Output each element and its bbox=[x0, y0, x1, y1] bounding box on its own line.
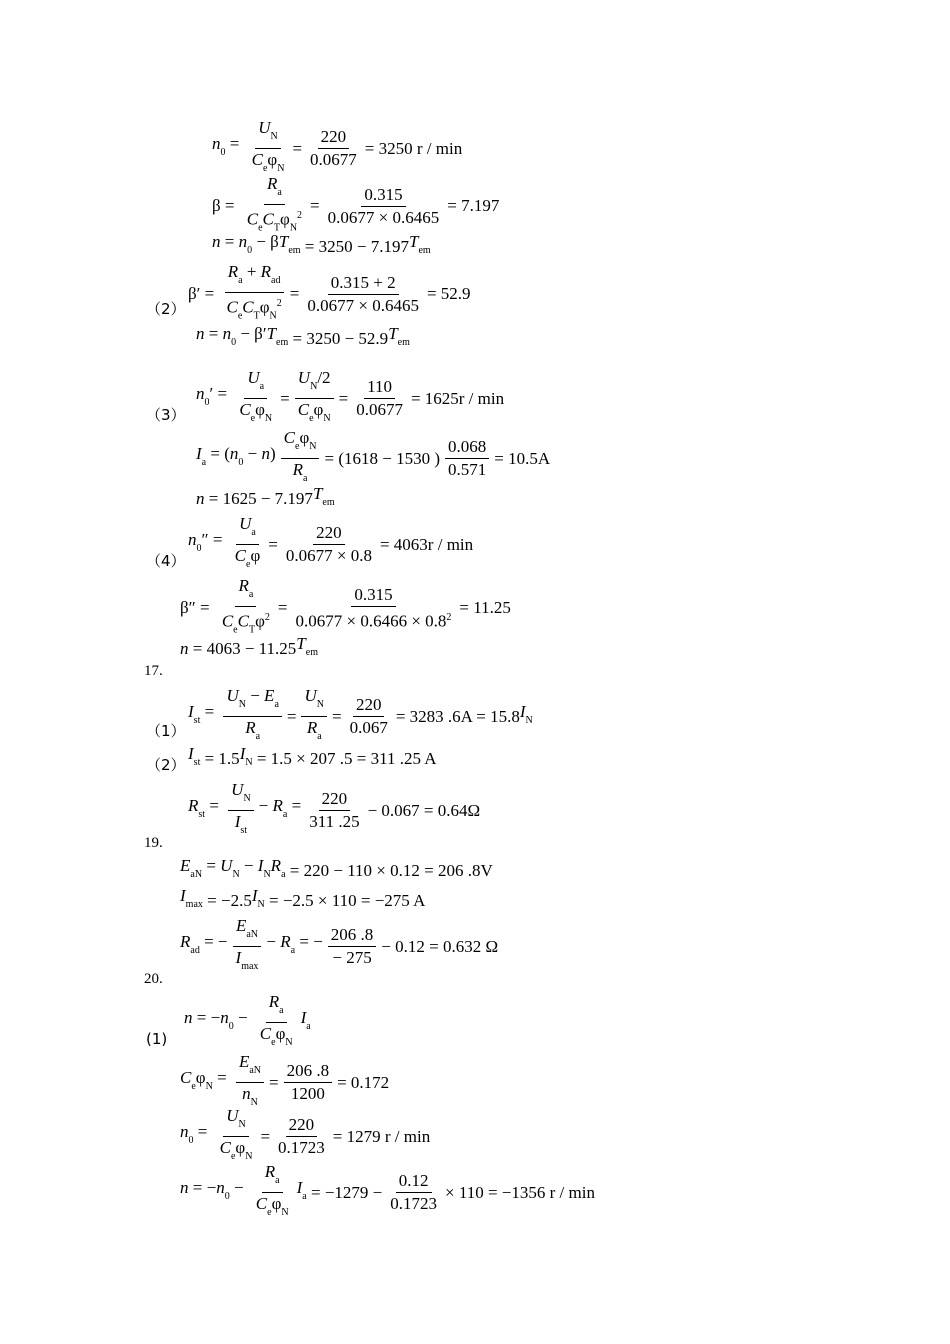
equation-ist2: $I_{st}$ = 1.5 $I_N$ = 1.5 × 207 .5 = 311 .25 A bbox=[188, 744, 437, 768]
problem-number-20: 20. bbox=[144, 971, 163, 987]
label-prob17-part2: （2） bbox=[146, 756, 186, 774]
problem-number-19: 19. bbox=[144, 835, 163, 851]
equation-n-line3: n = 1625 − 7.197 $T_{em}$ bbox=[196, 484, 335, 508]
equation-beta: β = $\frac{R_a}{C_eC_T\varphi_N^2}$ = $\frac{0.315}{0.0677 \times 0.6465}$ = 7.197 bbox=[212, 174, 500, 234]
label-part2: （2） bbox=[146, 300, 186, 318]
equation-n-line2: $n = n_0 - \beta'T_{em}$ = 3250 − 52.9 $T_{em}$ bbox=[196, 324, 410, 348]
label-part4: （4） bbox=[146, 552, 186, 570]
equation-n0-double-prime: $n_0''$ = $\frac{U_a}{C_e\varphi}$ = $\frac{220}{0.0677 \times 0.8}$ = 4063r / min bbox=[188, 514, 474, 570]
equation-ean: $E_{aN} = U_N - I_NR_a$ = 220 − 110 × 0.12 = 206 .8V bbox=[180, 856, 493, 880]
equation-beta-double-prime: β″ = $\frac{R_a}{C_eC_T\varphi^2}$ = $\frac{0.315}{0.0677 \times 0.6466 \times 0.8^2}$ = 11.25 bbox=[180, 576, 511, 636]
label-part3: （3） bbox=[146, 406, 186, 424]
equation-ist: $I_{st}$ = $\frac{U_N - E_a}{R_a}$ = $\frac{U_N}{R_a}$ = $\frac{220}{0.067}$ = 3283 .6A = 15.8 $I_N$ bbox=[188, 686, 533, 742]
equation-rad: $R_{ad}$ = − $\frac{E_{aN}}{I_{max}}$ − $R_a$ = − $\frac{206 .8}{- 275}$ − 0.12 = 0.632 Ω bbox=[180, 916, 499, 972]
equation-n-line1: $n = n_0 - \beta T_{em}$ = 3250 − 7.197 $T_{em}$ bbox=[212, 232, 431, 256]
equation-n0-20: $n_0$ = $\frac{U_N}{C_e\varphi_N}$ = $\frac{220}{0.1723}$ = 1279 r / min bbox=[180, 1106, 431, 1162]
equation-n-final: $n = -n_0$ − $\frac{R_a}{C_e\varphi_N}$ $I_a$ = −1279 − $\frac{0.12}{0.1723}$ × 110 = −1356 r / min bbox=[180, 1162, 595, 1218]
equation-n-line4: n = 4063 − 11.25 $T_{em}$ bbox=[180, 634, 318, 658]
equation-cephi: $C_e\varphi_N$ = $\frac{E_{aN}}{n_N}$ = $\frac{206 .8}{1200}$ = 0.172 bbox=[180, 1052, 390, 1108]
problem-number-17: 17. bbox=[144, 663, 163, 679]
equation-ia: $I_a = (n_0 - n)$ $\frac{C_e\varphi_N}{R_a}$ = (1618 − 1530 ) $\frac{0.068}{0.571}$ = 10.5A bbox=[196, 428, 551, 484]
equation-n-reverse: $n = -n_0$ − $\frac{R_a}{C_e\varphi_N}$ $I_a$ bbox=[184, 992, 311, 1048]
equation-rst: $R_{st}$ = $\frac{U_N}{I_{st}}$ − $R_a$ = $\frac{220}{311 .25}$ − 0.067 = 0.64Ω bbox=[188, 780, 481, 836]
label-prob20-part1: (1) bbox=[146, 1030, 168, 1048]
equation-beta-prime: β′ = $\frac{R_a + R_{ad}}{C_eC_T\varphi_N^2}$ = $\frac{0.315 + 2}{0.0677 \times 0.6465}$ = 52.9 bbox=[188, 262, 471, 322]
equation-imax: $I_{max}$ = −2.5 $I_N$ = −2.5 × 110 = −275 A bbox=[180, 886, 426, 910]
equation-n0-prime: $n_0'$ = $\frac{U_a}{C_e\varphi_N}$ = $\frac{U_N/2}{C_e\varphi_N}$ = $\frac{110}{0.0677}$ = 1625r / min bbox=[196, 368, 505, 424]
label-prob17-part1: （1） bbox=[146, 722, 186, 740]
equation-n0: $n_0$ = $\frac{U_N}{C_e\varphi_N}$ = $\frac{220}{0.0677}$ = 3250 r / min bbox=[212, 118, 463, 174]
